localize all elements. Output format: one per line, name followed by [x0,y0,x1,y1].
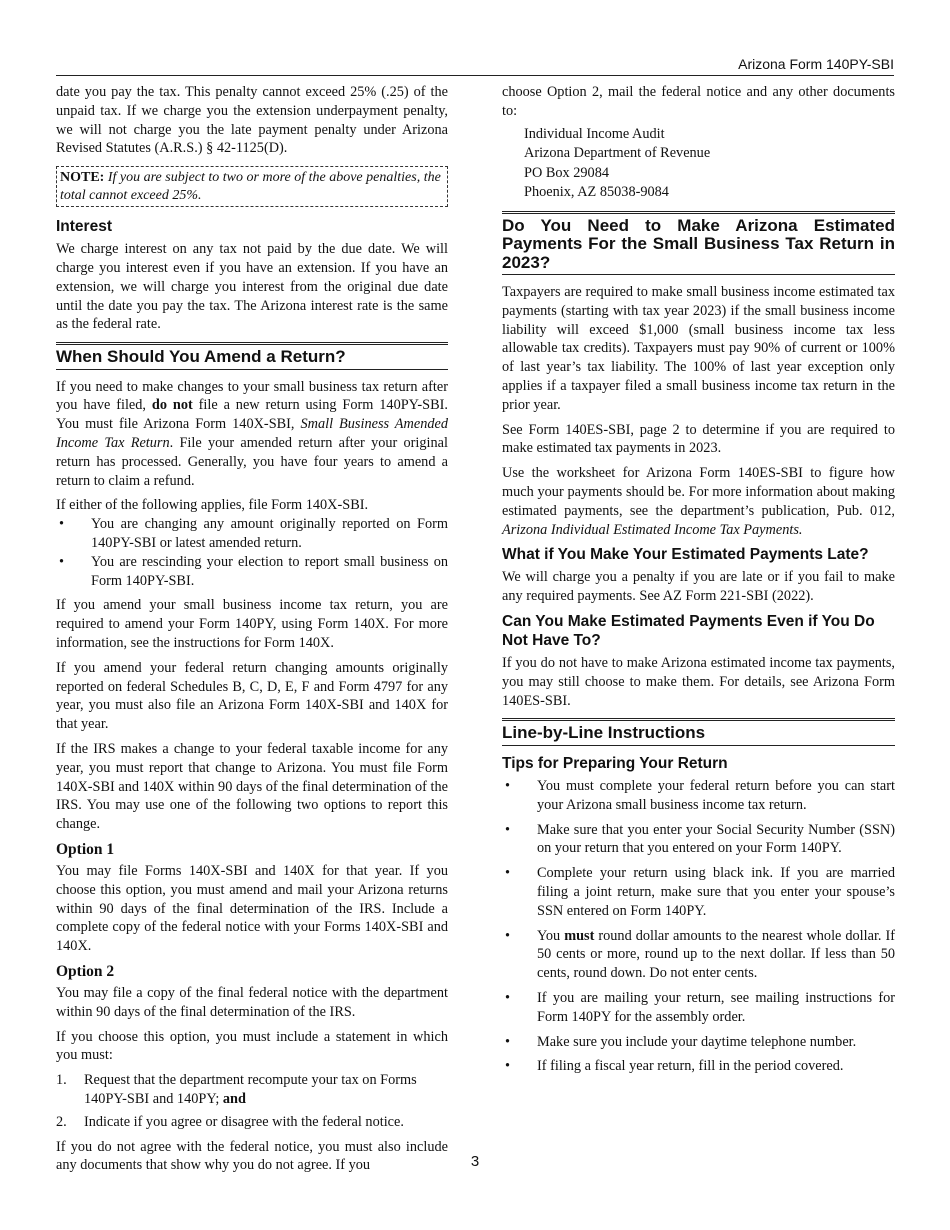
header-rule [56,75,894,76]
list-item: • If filing a fiscal year return, fill in the period covered. [502,1057,895,1076]
list-item: • You must round dollar amounts to the nearest whole dollar. If 50 cents or more, round up to the next dollar. If less than 50 cents, round down. Do not enter cents. [502,927,895,983]
address-line: Arizona Department of Revenue [524,145,711,162]
option-2-paragraph-3: If you do not agree with the federal notice, you must also include any documents that show why you do not agree. If you [56,1138,448,1174]
estimated-payments-section-heading: Do You Need to Make Arizona Estimated Payments For the Small Business Tax Return in 2023? [502,211,895,276]
estimated-paragraph-3: Use the worksheet for Arizona Form 140ES-SBI to figure how much your payments should be. For more information about making estimated payments, see the department’s publication, Pub. 012, Arizona Individual Estimated Income Tax Payments. [502,465,895,538]
estimated-paragraph-1: Taxpayers are required to make small business income estimated tax payments (starting with tax year 2023) if the small business income liability will exceed $1,000 (small business income tax less allowable tax credits). Taxpayers must pay 90% of current or 100% of last year’s tax liability. The 100% of last year exception only applies if a taxpayer filed a small business income tax return in the prior year. [502,284,895,413]
list-item: 1. Request that the department recompute your tax on Forms 140PY-SBI and 140PY; and [56,1072,417,1107]
estimated-paragraph-2: See Form 140ES-SBI, page 2 to determine if you are required to make estimated tax payments in 2023. [502,421,895,457]
interest-heading: Interest [56,218,112,236]
amend-paragraph-2: If either of the following applies, file Form 140X-SBI. [56,497,369,514]
option-2-heading: Option 2 [56,962,115,980]
address-line: Phoenix, AZ 85038-9084 [524,184,669,201]
list-item: • Make sure you include your daytime telephone number. [502,1033,895,1052]
penalty-note-box [56,166,448,207]
list-item: • You must complete your federal return before you can start your Arizona small business income tax return. [502,777,895,815]
optional-payments-heading: Can You Make Estimated Payments Even if You Do Not Have To? [502,613,875,650]
option-2-paragraph-2: If you choose this option, you must include a statement in which you must: [56,1028,448,1064]
address-line: Individual Income Audit [524,125,665,142]
list-item: • Make sure that you enter your Social Security Number (SSN) on your return that you entered on your Form 140PY. [502,821,895,859]
penalty-continuation-paragraph: date you pay the tax. This penalty cannot exceed 25% (.25) of the unpaid tax. If we charge you the extension underpayment penalty, we will not charge you the late payment penalty under Arizona Revised Statutes (A.R.S.) § 42-1125(D). [56,84,448,157]
amend-paragraph-4: If you amend your federal return changing amounts originally reported on federal Schedules B, C, D, E, F and Form 4797 for any year, you must also file an Arizona Form 140X-SBI and 140X for that year. [56,659,448,733]
interest-paragraph: We charge interest on any tax not paid by the due date. We will charge you interest even if you have an extension. If you have an extension, we will charge you interest from the original due date until the date you pay the tax. The Arizona interest rate is the same as the federal rate. [56,241,448,333]
line-by-line-section-heading: Line-by-Line Instructions [502,718,895,746]
late-payments-paragraph: We will charge you a penalty if you are late or if you fail to make any required payments. See AZ Form 221-SBI (2022). [502,569,895,605]
tips-heading: Tips for Preparing Your Return [502,754,728,772]
list-item: • If you are mailing your return, see mailing instructions for Form 140PY for the assembly order. [502,989,895,1027]
right-column [502,83,895,1082]
list-item: 2. Indicate if you agree or disagree with the federal notice. [56,1113,404,1130]
form-title-header: Arizona Form 140PY-SBI [738,56,894,72]
amend-paragraph-3: If you amend your small business income tax return, you are required to amend your Form 140PY, using Form 140X. For more information, see the instructions for Form 140X. [56,597,448,652]
mail-documents-paragraph: choose Option 2, mail the federal notice and any other documents to: [502,84,895,119]
option-2-paragraph-1: You may file a copy of the final federal notice with the department within 90 days of the final determination of the IRS. [56,984,448,1020]
page-number: 3 [470,1153,480,1170]
optional-payments-paragraph: If you do not have to make Arizona estimated income tax payments, you may still choose to make them. For details, see Arizona Form 140ES-SBI. [502,655,895,709]
amend-paragraph-5: If the IRS makes a change to your federal taxable income for any year, you must report that change to Arizona. You must file Form 140X-SBI and 140X within 90 days of the final determination of the IRS. You may use one of the following two options to report this change. [56,741,448,833]
amend-paragraph-1: If you need to make changes to your small business tax return after you have filed, do not file a new return using Form 140PY-SBI. You must file Arizona Form 140X-SBI, Small Business Amended Income Tax Return. File your amended return after your original return has processed. Generally, you have four years to amend a return to claim a refund. [56,378,448,489]
option-1-paragraph: You may file Forms 140X-SBI and 140X for that year. If you choose this option, you must amend and mail your Arizona returns within 90 days of the final determination of the IRS. Include a complete copy of the federal notice with your Forms 140X-SBI and 140X. [56,863,448,955]
option-2-numbered-list [56,1071,448,1131]
mailing-address [524,125,895,203]
tips-bullet-list [502,777,895,1076]
note-label: NOTE: [60,170,105,186]
list-item: • Complete your return using black ink. If you are married filing a joint return, make sure that you enter your spouse’s SSN entered on Form 140PY. [502,864,895,920]
address-line: PO Box 29084 [524,164,609,181]
amend-bullet-list [56,515,448,590]
option-1-heading: Option 1 [56,841,115,858]
late-payments-heading: What if You Make Your Estimated Payments Late? [502,546,869,564]
list-item: • You are rescinding your election to report small business on Form 140PY-SBI. [56,553,448,591]
left-column [56,83,448,1181]
note-text: If you are subject to two or more of the above penalties, the total cannot exceed 25%. [60,170,441,203]
amend-section-heading: When Should You Amend a Return? [56,342,448,370]
list-item: • You are changing any amount originally reported on Form 140PY-SBI or latest amended return. [56,515,448,553]
